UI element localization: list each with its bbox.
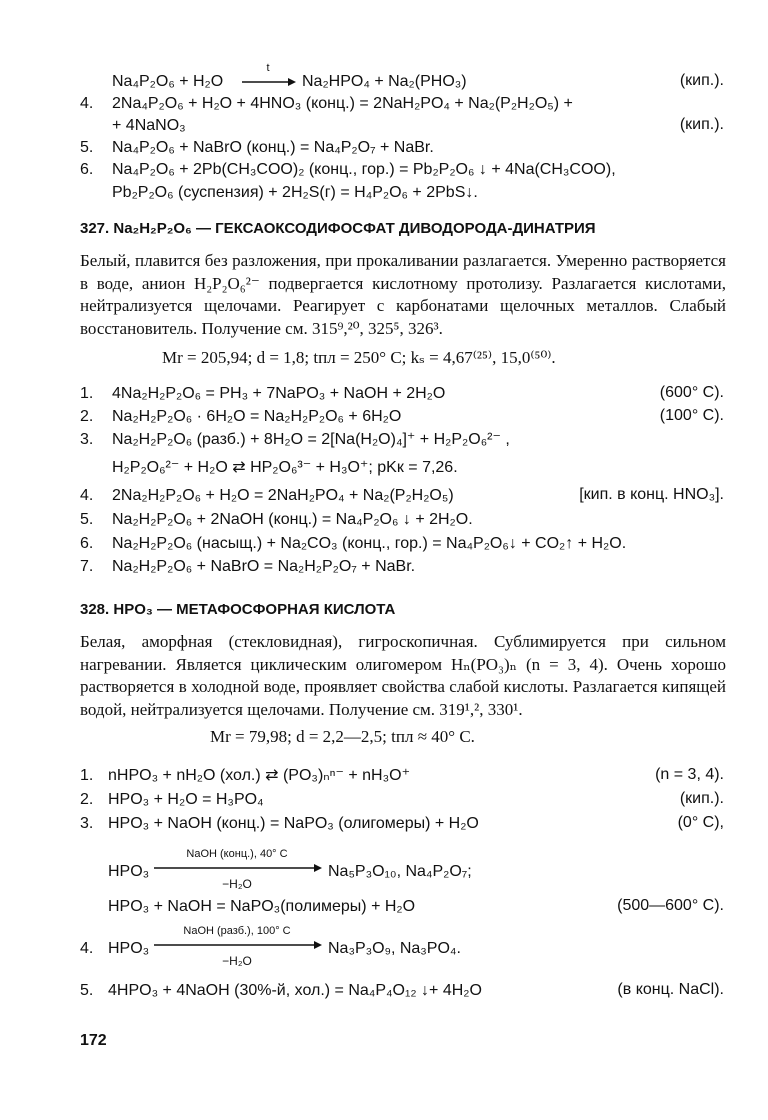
section-328-properties: Mr = 79,98; d = 2,2—2,5; tпл ≈ 40° C. <box>210 727 475 746</box>
reaction-5-text: Na₄P₂O₆ + NaBrO (конц.) = Na₄P₂O₇ + NaBr. <box>112 139 434 156</box>
s328-reaction-2-number: 2. <box>80 791 94 808</box>
reaction-0-condition: (кип.). <box>679 72 724 89</box>
arrow-right-icon <box>152 940 322 950</box>
s327-reaction-number: 3. <box>80 431 94 448</box>
s328-reaction-3b-arrow <box>152 848 322 891</box>
s328-reaction-4-arrow <box>152 925 322 968</box>
s327-reaction-number: 1. <box>80 385 94 402</box>
reaction-4-number: 4. <box>80 95 94 112</box>
reaction-0-products: Na₂HPO₄ + Na₂(PHO₃) <box>302 73 467 90</box>
section-328-description: Белая, аморфная (стекловидная), гигроскопичная. Сублимируется при сильном нагревании. Является циклическим олигомером Hₙ(PO₃)ₙ (n = 3, 4). Очень хорошо растворяется в холодной воде, проявляет свойства слабой кислоты. Разлагается кипящей водой, нейтрализуется щелочами. Получение см. 319¹,², 330¹. <box>80 632 726 719</box>
s328-reaction-4-reactant: HPO₃ <box>108 940 150 957</box>
s327-reaction-text: Na₂H₂P₂O₆ (разб.) + 8H₂O = 2[Na(H₂O)₄]⁺ + H₂P₂O₆²⁻ , <box>112 431 510 448</box>
s327-reaction-text: Na₂H₂P₂O₆ + NaBrO = Na₂H₂P₂O₇ + NaBr. <box>112 558 416 575</box>
s328-reaction-3b-arrow-bottom: −H₂O <box>222 877 252 891</box>
reaction-0-reactants: Na₄P₂O₆ + H₂O <box>112 73 224 90</box>
section-327-description: Белый, плавится без разложения, при прокаливании разлагается. Умеренно растворяется в воде, анион H₂P₂O₆²⁻ подвергается кислотному протолизу. Разлагается кислотами, нейтрализуется щелочами. Реагирует с карбонатами щелочных металлов. Слабый восстановитель. Получение см. 315⁹,²⁰, 325⁵, 326³. <box>80 251 726 338</box>
s327-reaction-text: 2Na₂H₂P₂O₆ + H₂O = 2NaH₂PO₄ + Na₂(P₂H₂O₅) <box>112 487 454 504</box>
arrow-right-icon <box>152 863 322 873</box>
s328-reaction-5-text: 4HPO₃ + 4NaOH (30%-й, хол.) = Na₄P₄O₁₂ ↓+ 4H₂O <box>108 982 482 999</box>
s328-reaction-3-condition: (0° C), <box>677 814 724 831</box>
s328-reaction-4-number: 4. <box>80 940 94 957</box>
reaction-4-continuation: + 4NaNO₃ <box>112 117 186 134</box>
s328-reaction-1-number: 1. <box>80 767 94 784</box>
reaction-6-continuation: Pb₂P₂O₆ (суспензия) + 2H₂S(г) = H₄P₂O₆ + 2PbS↓. <box>112 184 478 201</box>
s328-reaction-1-condition: (n = 3, 4). <box>655 766 724 783</box>
section-327-properties: Mr = 205,94; d = 1,8; tпл = 250° C; kₛ = 4,67⁽²⁵⁾, 15,0⁽⁵⁰⁾. <box>162 348 556 367</box>
section-328-title: 328. HPO₃ — МЕТАФОСФОРНАЯ КИСЛОТА <box>80 601 396 618</box>
s327-reaction-number: 5. <box>80 511 94 528</box>
s327-reaction-number: 7. <box>80 558 94 575</box>
s327-reaction-number: 6. <box>80 535 94 552</box>
s328-reaction-2-condition: (кип.). <box>679 790 724 807</box>
s327-reaction-text: Na₂H₂P₂O₆ · 6H₂O = Na₂H₂P₂O₆ + 6H₂O <box>112 408 402 425</box>
s327-reaction-text: 4Na₂H₂P₂O₆ = PH₃ + 7NaPO₃ + NaOH + 2H₂O <box>112 385 446 402</box>
s328-reaction-3b-products: Na₅P₃O₁₀, Na₄P₂O₇; <box>328 863 472 880</box>
s328-reaction-3-number: 3. <box>80 815 94 832</box>
reaction-6-number: 6. <box>80 161 94 178</box>
s328-reaction-3c-text: HPO₃ + NaOH = NaPO₃(полимеры) + H₂O <box>108 898 416 915</box>
reaction-5-number: 5. <box>80 139 94 156</box>
s328-reaction-4-arrow-bottom: −H₂O <box>222 954 252 968</box>
s327-reaction-condition: (600° C). <box>659 384 724 401</box>
s328-reaction-4-products: Na₃P₃O₉, Na₃PO₄. <box>328 940 461 957</box>
reaction-6-text: Na₄P₂O₆ + 2Pb(CH₃COO)₂ (конц., гор.) = Pb₂P₂O₆ ↓ + 4Na(CH₃COO), <box>112 161 616 178</box>
s328-reaction-3b-arrow-top: NaOH (конц.), 40° C <box>186 848 288 860</box>
s328-reaction-5-number: 5. <box>80 982 94 999</box>
s327-reaction-condition: (100° C). <box>659 407 724 424</box>
s327-reaction-number: 2. <box>80 408 94 425</box>
section-327-title: 327. Na₂H₂P₂O₆ — ГЕКСАОКСОДИФОСФАТ ДИВОДОРОДА-ДИНАТРИЯ <box>80 220 596 237</box>
s327-reaction-text: H₂P₂O₆²⁻ + H₂O ⇄ HP₂O₆³⁻ + H₃O⁺; pKк = 7,26. <box>112 459 458 476</box>
reaction-4-text: 2Na₄P₂O₆ + H₂O + 4HNO₃ (конц.) = 2NaH₂PO₄ + Na₂(P₂H₂O₅) + <box>112 95 573 112</box>
s328-reaction-1-text: nHPO₃ + nH₂O (хол.) ⇄ (PO₃)ₙⁿ⁻ + nH₃O⁺ <box>108 767 411 784</box>
page-number: 172 <box>80 1032 107 1049</box>
s327-reaction-number: 4. <box>80 487 94 504</box>
s327-reaction-text: Na₂H₂P₂O₆ + 2NaOH (конц.) = Na₄P₂O₆ ↓ + 2H₂O. <box>112 511 473 528</box>
s328-reaction-3-text: HPO₃ + NaOH (конц.) = NaPO₃ (олигомеры) + H₂O <box>108 815 479 832</box>
arrow-right-icon <box>240 77 296 87</box>
s328-reaction-4-arrow-top: NaOH (разб.), 100° C <box>183 925 291 937</box>
reaction-0-arrow <box>240 62 296 92</box>
s327-reaction-condition: [кип. в конц. HNO₃]. <box>579 486 724 503</box>
reaction-0-arrow-label: t <box>266 62 270 74</box>
reaction-4-condition: (кип.). <box>679 116 724 133</box>
s328-reaction-5-condition: (в конц. NaCl). <box>617 981 724 998</box>
s328-reaction-3c-condition: (500—600° C). <box>617 897 724 914</box>
s327-reaction-text: Na₂H₂P₂O₆ (насыщ.) + Na₂CO₃ (конц., гор.) = Na₄P₂O₆↓ + CO₂↑ + H₂O. <box>112 535 627 552</box>
s328-reaction-2-text: HPO₃ + H₂O = H₃PO₄ <box>108 791 264 808</box>
s328-reaction-3b-reactant: HPO₃ <box>108 863 150 880</box>
